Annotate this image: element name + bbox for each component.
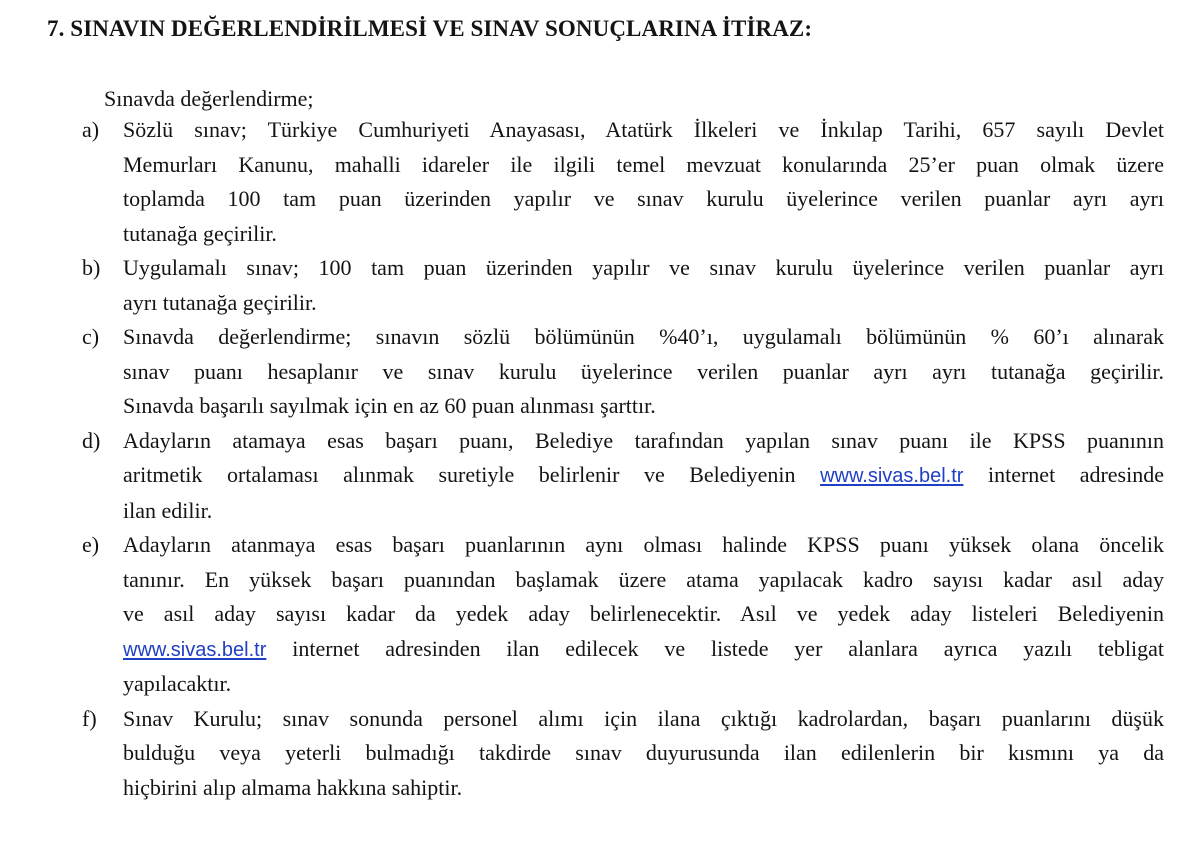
item-line: Sınav Kurulu; sınav sonunda personel alımı için ilana çıktığı kadrolardan, başarı puanlarını düşük <box>123 705 1164 731</box>
item-line: Sınavda değerlendirme; sınavın sözlü bölümünün %40’ı, uygulamalı bölümünün % 60’ı alınarak <box>123 324 1164 349</box>
item-line: Sınavda başarılı sayılmak için en az 60 puan alınması şarttır. <box>123 393 656 418</box>
item-line: sınav puanı hesaplanır ve sınav kurulu üyelerince verilen puanlar ayrı ayrı tutanağa geçirilir. <box>123 358 1164 384</box>
evaluation-list <box>82 113 1164 805</box>
item-marker: a) <box>82 117 100 142</box>
item-line: tanınır. En yüksek başarı puanından başlamak üzere atama yapılacak kadro sayısı kadar asıl aday <box>123 566 1164 592</box>
item-line: www.sivas.bel.tr internet adresinden ilan edilecek ve listede yer alanlara ayrıca yazılı tebligat <box>123 635 1164 661</box>
item-marker: b) <box>82 255 101 280</box>
item-line: hiçbirini alıp almama hakkına sahiptir. <box>123 774 463 800</box>
item-line: ayrı tutanağa geçirilir. <box>123 289 317 315</box>
website-link[interactable]: www.sivas.bel.tr <box>123 638 267 661</box>
item-line: Adayların atanmaya esas başarı puanlarının aynı olması halinde KPSS puanı yüksek olana öncelik <box>123 532 1164 557</box>
item-line: Uygulamalı sınav; 100 tam puan üzerinden yapılır ve sınav kurulu üyelerince verilen puanlar ayrı <box>123 255 1164 280</box>
list-item-d <box>82 424 1164 529</box>
intro-text: Sınavda değerlendirme; <box>104 86 314 111</box>
item-marker: d) <box>82 427 101 453</box>
item-marker: f) <box>82 705 97 731</box>
item-line: Memurları Kanunu, mahalli idareler ile ilgili temel mevzuat konularında 25’er puan olmak üzere <box>123 151 1164 177</box>
list-item-f <box>82 702 1164 806</box>
list-item-c <box>82 320 1164 424</box>
item-marker: c) <box>82 324 100 349</box>
list-item-a <box>82 113 1164 251</box>
list-item-b <box>82 251 1164 320</box>
item-line: tutanağa geçirilir. <box>123 220 277 246</box>
item-line: Adayların atamaya esas başarı puanı, Belediye tarafından yapılan sınav puanı ile KPSS puanının <box>123 427 1164 453</box>
item-line: yapılacaktır. <box>123 671 232 696</box>
item-line: Sözlü sınav; Türkiye Cumhuriyeti Anayasası, Atatürk İlkeleri ve İnkılap Tarihi, 657 sayılı Devlet <box>123 117 1164 142</box>
list-item-e <box>82 528 1164 702</box>
item-line: ilan edilir. <box>123 497 213 523</box>
website-link[interactable]: www.sivas.bel.tr <box>820 465 964 487</box>
item-marker: e) <box>82 532 100 557</box>
item-line: toplamda 100 tam puan üzerinden yapılır ve sınav kurulu üyelerince verilen puanlar ayrı ayrı <box>123 186 1164 211</box>
item-line: ve asıl aday sayısı kadar da yedek aday belirlenecektir. Asıl ve yedek aday listeleri Belediyenin <box>123 601 1164 626</box>
section-title: 7. SINAVIN DEĞERLENDİRİLMESİ VE SINAV SONUÇLARINA İTİRAZ: <box>47 16 813 41</box>
item-line: bulduğu veya yeterli bulmadığı takdirde sınav duyurusunda ilan edilenlerin bir kısmını ya da <box>123 740 1164 765</box>
item-line: aritmetik ortalaması alınmak suretiyle belirlenir ve Belediyenin www.sivas.bel.tr internet adresinde <box>123 462 1164 487</box>
